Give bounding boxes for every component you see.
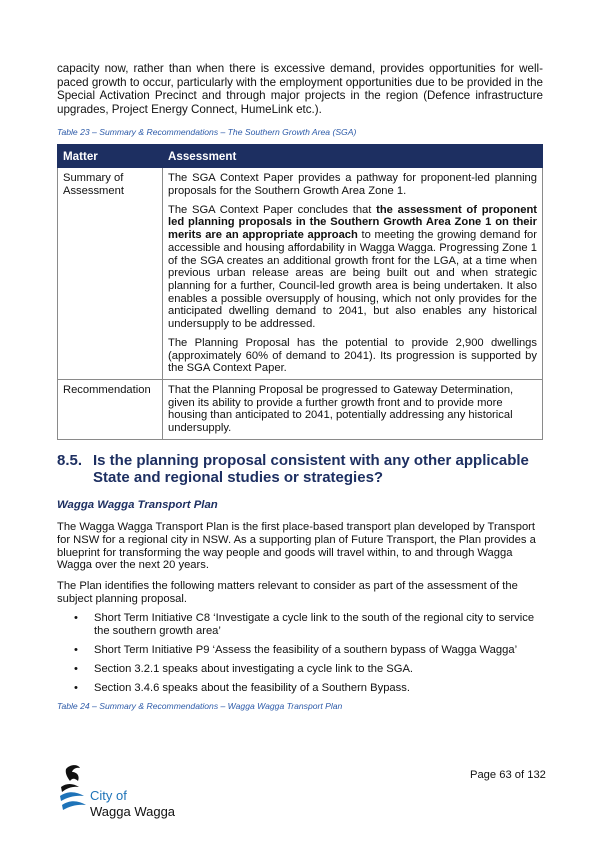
city-of-wagga-wagga-logo [56,763,196,819]
assessment-text: The SGA Context Paper concludes that [168,203,377,216]
list-item [57,612,543,638]
crow-swoosh-icon [56,763,196,819]
body-paragraph: The Plan identifies the following matters relevant to consider as part of the assessment of the subject planning proposal. [57,580,518,606]
page-number: Page 63 of 132 [470,769,546,781]
bullet-list [57,612,543,695]
list-item-text: Short Term Initiative P9 ‘Assess the feasibility of a southern bypass of Wagga Wagga’ [94,643,518,656]
assessment-paragraph: That the Planning Proposal be progressed to Gateway Determination, given its ability to provide a further growth front and to provide more housing than anticipated to 2041, potentially addressing any historical undersupply. [168,383,514,435]
bullet-icon: • [74,612,78,625]
column-header-assessment: Assessment [163,145,543,168]
list-item-text: Short Term Initiative C8 ‘Investigate a cycle link to the south of the regional city to service the southern growth area’ [94,612,535,638]
table-header-row [58,145,543,168]
subheading: Wagga Wagga Transport Plan [57,498,218,511]
section-heading [57,452,543,487]
assessment-text: to meeting the growing demand for accessible and housing affordability in Wagga Wagga. Progressing Zone 1 of the SGA creates an additional growth front for the LGA, at a time when previous urban release areas are being built out and when strategic planning for a further, Council-led growth area is being undertaken. It also enables a possible oversupply of housing, which not only provides for the anticipated dwelling demand to 2041, but also enables any historical undersupply to be addressed. [168,229,537,331]
list-item-text: Section 3.2.1 speaks about investigating a cycle link to the SGA. [94,662,414,675]
list-item [57,644,543,657]
column-header-matter: Matter [58,145,163,168]
body-paragraph: The Wagga Wagga Transport Plan is the first place-based transport plan developed by Transport for NSW for a regional city in NSW. As a supporting plan of Future Transport, the Plan provides a blueprint for transforming the way people and goods will travel within, to and through Wagga Wagga over the next 20 years. [57,520,536,572]
table-23 [57,144,543,439]
table-row [58,168,543,380]
table-23-caption: Table 23 – Summary & Recommendations – The Southern Growth Area (SGA) [57,127,357,138]
bullet-icon: • [74,681,78,694]
assessment-bold-text: the assessment of proponent led planning proposals in the Southern Growth Area Zone 1 on their merits are an appropriate approach [168,203,537,242]
list-item-text: Section 3.4.6 speaks about the feasibility of a Southern Bypass. [94,681,410,694]
logo-text-line1: City of [90,788,127,803]
assessment-cell [163,379,543,439]
logo-text-line2: Wagga Wagga [90,804,176,819]
table-24-caption: Table 24 – Summary & Recommendations – Wagga Wagga Transport Plan [57,700,343,711]
document-page [57,62,543,711]
matter-cell: Recommendation [58,379,163,439]
section-number: 8.5. [57,451,83,469]
assessment-cell [163,168,543,380]
intro-paragraph: capacity now, rather than when there is excessive demand, provides opportunities for well-paced growth to occur, particularly with the employment opportunities due to be provided in the Special Activation Precinct and through major projects in the region (Defence infrastructure upgrades, Project Energy Connect, HumeLink etc.). [57,62,543,116]
matter-cell: Summary of Assessment [58,168,163,380]
assessment-paragraph: The SGA Context Paper provides a pathway for proponent-led planning proposals for the Southern Growth Area Zone 1. [168,172,537,198]
list-item [57,663,543,676]
assessment-paragraph [168,204,537,331]
table-row [58,379,543,439]
bullet-icon: • [74,643,78,656]
assessment-paragraph: The Planning Proposal has the potential to provide 2,900 dwellings (approximately 60% of demand to 2041). Its progression is supported by the SGA Context Paper. [168,336,537,375]
bullet-icon: • [74,662,78,675]
section-title: Is the planning proposal consistent with any other applicable State and regional studies or strategies? [93,451,529,487]
list-item [57,682,543,695]
